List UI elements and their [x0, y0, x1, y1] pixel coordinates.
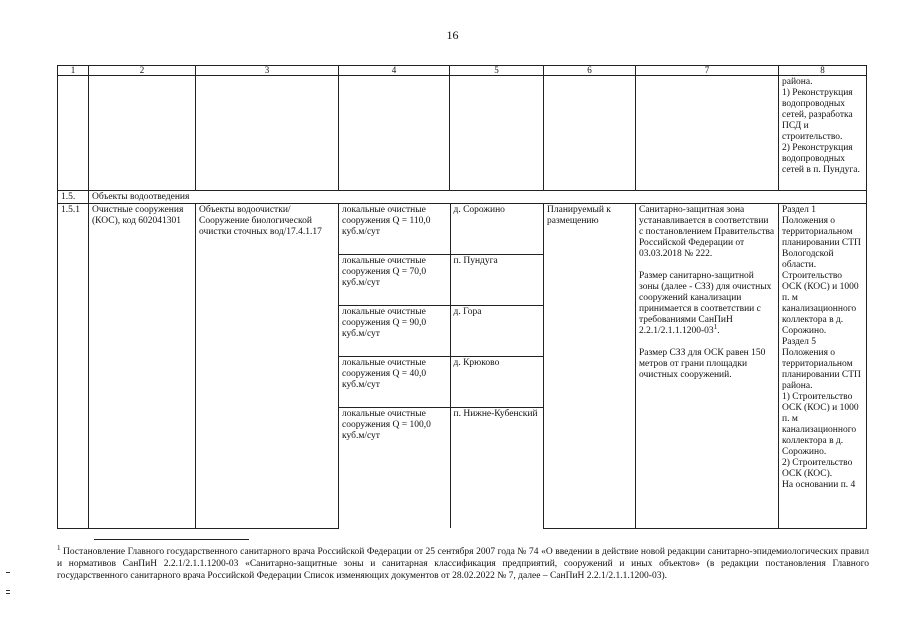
zone-paragraph — [639, 271, 775, 337]
subrow — [339, 306, 544, 357]
location-subtable-cell — [339, 204, 544, 529]
empty-cell — [196, 76, 339, 191]
empty-cell — [636, 76, 779, 191]
object-type: Объекты водоочистки/ Сооружение биологической очистки сточных вод/17.4.1.17 — [196, 204, 339, 529]
edge-mark — [6, 593, 10, 594]
planning-table — [57, 65, 867, 529]
footnote-separator — [94, 539, 249, 540]
zone-text-end: . — [717, 326, 720, 336]
column-number: 1 — [58, 66, 89, 76]
sanitary-zone-cell — [636, 204, 779, 529]
zone-text: Размер санитарно-защитной зоны (далее - СЗЗ) для очистных сооружений канализации принимается в соответствии с требованиями СанПиН 2.2.1/2.1.1.1200-03 — [639, 271, 772, 336]
column-number: 6 — [544, 66, 636, 76]
edge-mark — [6, 590, 10, 591]
footnote-text: Постановление Главного государственного санитарного врача Российской Федерации от 25 сентября 2007 года № 74 «О введении в действие новой редакции санитарно-эпидемиологических правил и нормативов СанПиН 2.2.1/2.1.1.1200-03 «Санитарно-защитные зоны и санитарная классификация предприятий, сооружений и иных объектов» (в редакции постановления Главного государственного санитарного врача Российской Федерации Список изменяющих документов от 28.02.2022 № 7, далее – СанПиН 2.2.1/2.1.1.1200-03). — [57, 547, 869, 581]
column-number: 5 — [450, 66, 544, 76]
column-number: 3 — [196, 66, 339, 76]
column-number: 2 — [89, 66, 196, 76]
basis-cell: Раздел 1 Положения о территориальном планировании СТП Вологодской области. Строительство ОСК (КОС) и 1000 п. м канализационного коллектора в д. Сорожино. Раздел 5 Положения о территориальном планировании СТП района. 1) Строительство ОСК (КОС) и 1000 п. м канализационного коллектора в д. Сорожино. 2) Строительство ОСК (КОС). На основании п. 4 — [779, 204, 867, 529]
location-subtable — [339, 204, 544, 528]
continuation-basis-cell: района. 1) Реконструкция водопроводных сетей, разработка ПСД и строительство. 2) Реконструкция водопроводных сетей в п. Пундуга. — [779, 76, 867, 191]
facility-characteristic: локальные очистные сооружения Q = 100,0 куб.м/сут — [339, 408, 450, 529]
section-number: 1.5. — [58, 191, 89, 204]
object-status: Планируемый к размещению — [544, 204, 636, 529]
facility-characteristic: локальные очистные сооружения Q = 90,0 куб.м/сут — [339, 306, 450, 357]
column-number: 7 — [636, 66, 779, 76]
continuation-row — [58, 76, 867, 191]
footnote-mark: 1 — [57, 543, 61, 552]
zone-paragraph: Санитарно-защитная зона устанавливается в соответствии с постановлением Правительства Российской Федерации от 03.03.2018 № 222. — [639, 205, 775, 259]
subrow — [339, 357, 544, 408]
empty-cell — [339, 76, 450, 191]
column-number: 8 — [779, 66, 867, 76]
edge-mark — [6, 572, 10, 573]
section-row — [58, 191, 867, 204]
object-row — [58, 204, 867, 529]
section-title: Объекты водоотведения — [89, 191, 867, 204]
footnote-reference: 1 — [713, 322, 718, 331]
facility-characteristic: локальные очистные сооружения Q = 110,0 куб.м/сут — [339, 204, 450, 255]
footnote — [57, 543, 869, 582]
row-number: 1.5.1 — [58, 204, 89, 529]
facility-location: д. Сорожино — [450, 204, 544, 255]
empty-cell — [544, 76, 636, 191]
subrow — [339, 408, 544, 529]
facility-location: д. Крюково — [450, 357, 544, 408]
subrow — [339, 204, 544, 255]
facility-location: п. Пундуга — [450, 255, 544, 306]
page-number: 16 — [446, 28, 459, 42]
empty-cell — [89, 76, 196, 191]
column-number-row — [58, 66, 867, 76]
facility-characteristic: локальные очистные сооружения Q = 40,0 куб.м/сут — [339, 357, 450, 408]
subrow — [339, 255, 544, 306]
facility-characteristic: локальные очистные сооружения Q = 70,0 куб.м/сут — [339, 255, 450, 306]
object-name: Очистные сооружения (КОС), код 602041301 — [89, 204, 196, 529]
empty-cell — [58, 76, 89, 191]
facility-location: п. Нижне-Кубенский — [453, 409, 538, 419]
facility-location: д. Гора — [450, 306, 544, 357]
empty-cell — [450, 76, 544, 191]
zone-paragraph: Размер СЗЗ для ОСК равен 150 метров от грани площадки очистных сооружений. — [639, 348, 766, 380]
column-number: 4 — [339, 66, 450, 76]
